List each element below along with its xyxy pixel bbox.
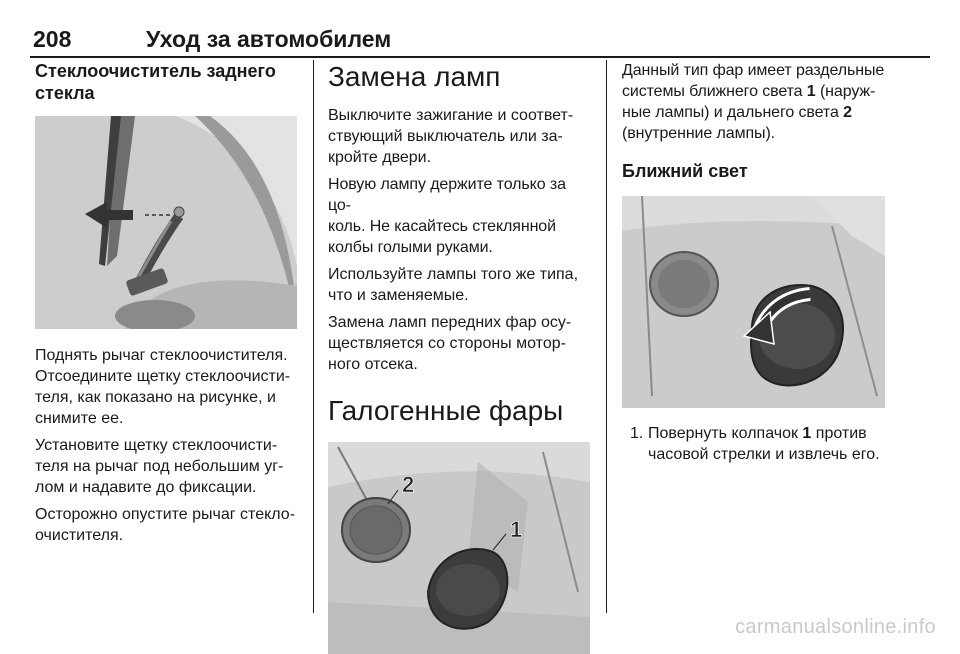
page-number: 208: [33, 26, 72, 52]
figure-label-2: 2: [402, 472, 415, 497]
text-line: что и заменяемые.: [328, 287, 469, 304]
text-line: Установите щетку стеклоочисти-: [35, 437, 278, 454]
text-line: часовой стрелки и извлечь его.: [648, 446, 880, 463]
ref-number: 2: [843, 104, 852, 121]
header-rule: [30, 56, 930, 58]
heading-line: стекла: [35, 83, 95, 103]
page-header: [30, 10, 930, 50]
subsection-title-halogen: Галогенные фары: [328, 395, 564, 426]
column-low-beam: [622, 60, 887, 465]
text-line: ного отсека.: [328, 356, 418, 373]
halogen-headlamp-illustration: [328, 442, 590, 654]
paragraph: [35, 504, 297, 546]
paragraph: [35, 435, 297, 498]
column-divider-1: [313, 60, 314, 613]
text-line: очистителя.: [35, 527, 124, 544]
text-line: Данный тип фар имеет раздельные: [622, 62, 885, 79]
text-line: колбы голыми руками.: [328, 239, 493, 256]
text-line: системы ближнего света: [622, 83, 807, 100]
text-line: ствующий выключатель или за-: [328, 128, 563, 145]
chapter-title: Уход за автомобилем: [146, 26, 392, 52]
text-line: Выключите зажигание и соответ-: [328, 107, 574, 124]
figure-label-1: 1: [510, 517, 523, 542]
text-line: теля на рычаг под небольшим уг-: [35, 458, 284, 475]
ref-number: 1: [802, 425, 812, 442]
text-line: ные лампы) и дальнего света: [622, 104, 844, 121]
paragraph: [622, 60, 887, 144]
text-line: против: [811, 425, 867, 442]
ref-number: 1: [806, 83, 816, 100]
column-rear-wiper: [35, 60, 297, 546]
text-line: Поднять рычаг стеклоочистителя.: [35, 347, 288, 364]
text-line: Замена ламп передних фар осу-: [328, 314, 572, 331]
paragraph: [328, 105, 590, 168]
text-line: (наруж-: [815, 83, 876, 100]
text-line: снимите ее.: [35, 410, 124, 427]
text-line: ществляется со стороны мотор-: [328, 335, 566, 352]
column-divider-2: [606, 60, 607, 613]
heading-line: Стеклоочиститель заднего: [35, 61, 276, 81]
text-line: Повернуть колпачок: [648, 425, 803, 442]
text-line: лом и надавите до фиксации.: [35, 479, 257, 496]
text-line: коль. Не касайтесь стеклянной: [328, 218, 556, 235]
paragraph: [328, 312, 590, 375]
rear-wiper-illustration: [35, 116, 297, 329]
paragraph: [35, 345, 297, 429]
step-number: 1.: [630, 425, 644, 442]
step-item: [622, 423, 887, 465]
paragraph: [328, 174, 590, 258]
text-line: Новую лампу держите только за цо-: [328, 176, 566, 214]
text-line: Используйте лампы того же типа,: [328, 266, 579, 283]
text-line: Осторожно опустите рычаг стекло-: [35, 506, 296, 523]
text-line: Отсоедините щетку стеклоочисти-: [35, 368, 291, 385]
text-line: теля, как показано на рисунке, и: [35, 389, 276, 406]
instruction-steps: [622, 423, 887, 465]
section-heading-rear-wiper: [35, 60, 297, 104]
column-lamp-replacement: [328, 60, 590, 654]
paragraph: [328, 264, 590, 306]
low-beam-cap-illustration: [622, 196, 885, 408]
text-line: (внутренние лампы).: [622, 125, 776, 142]
section-title-lamp-replacement: Замена ламп: [328, 61, 501, 92]
text-line: кройте двери.: [328, 149, 432, 166]
watermark: carmanualsonline.info: [735, 616, 936, 638]
section-heading-low-beam: Ближний свет: [622, 161, 748, 181]
